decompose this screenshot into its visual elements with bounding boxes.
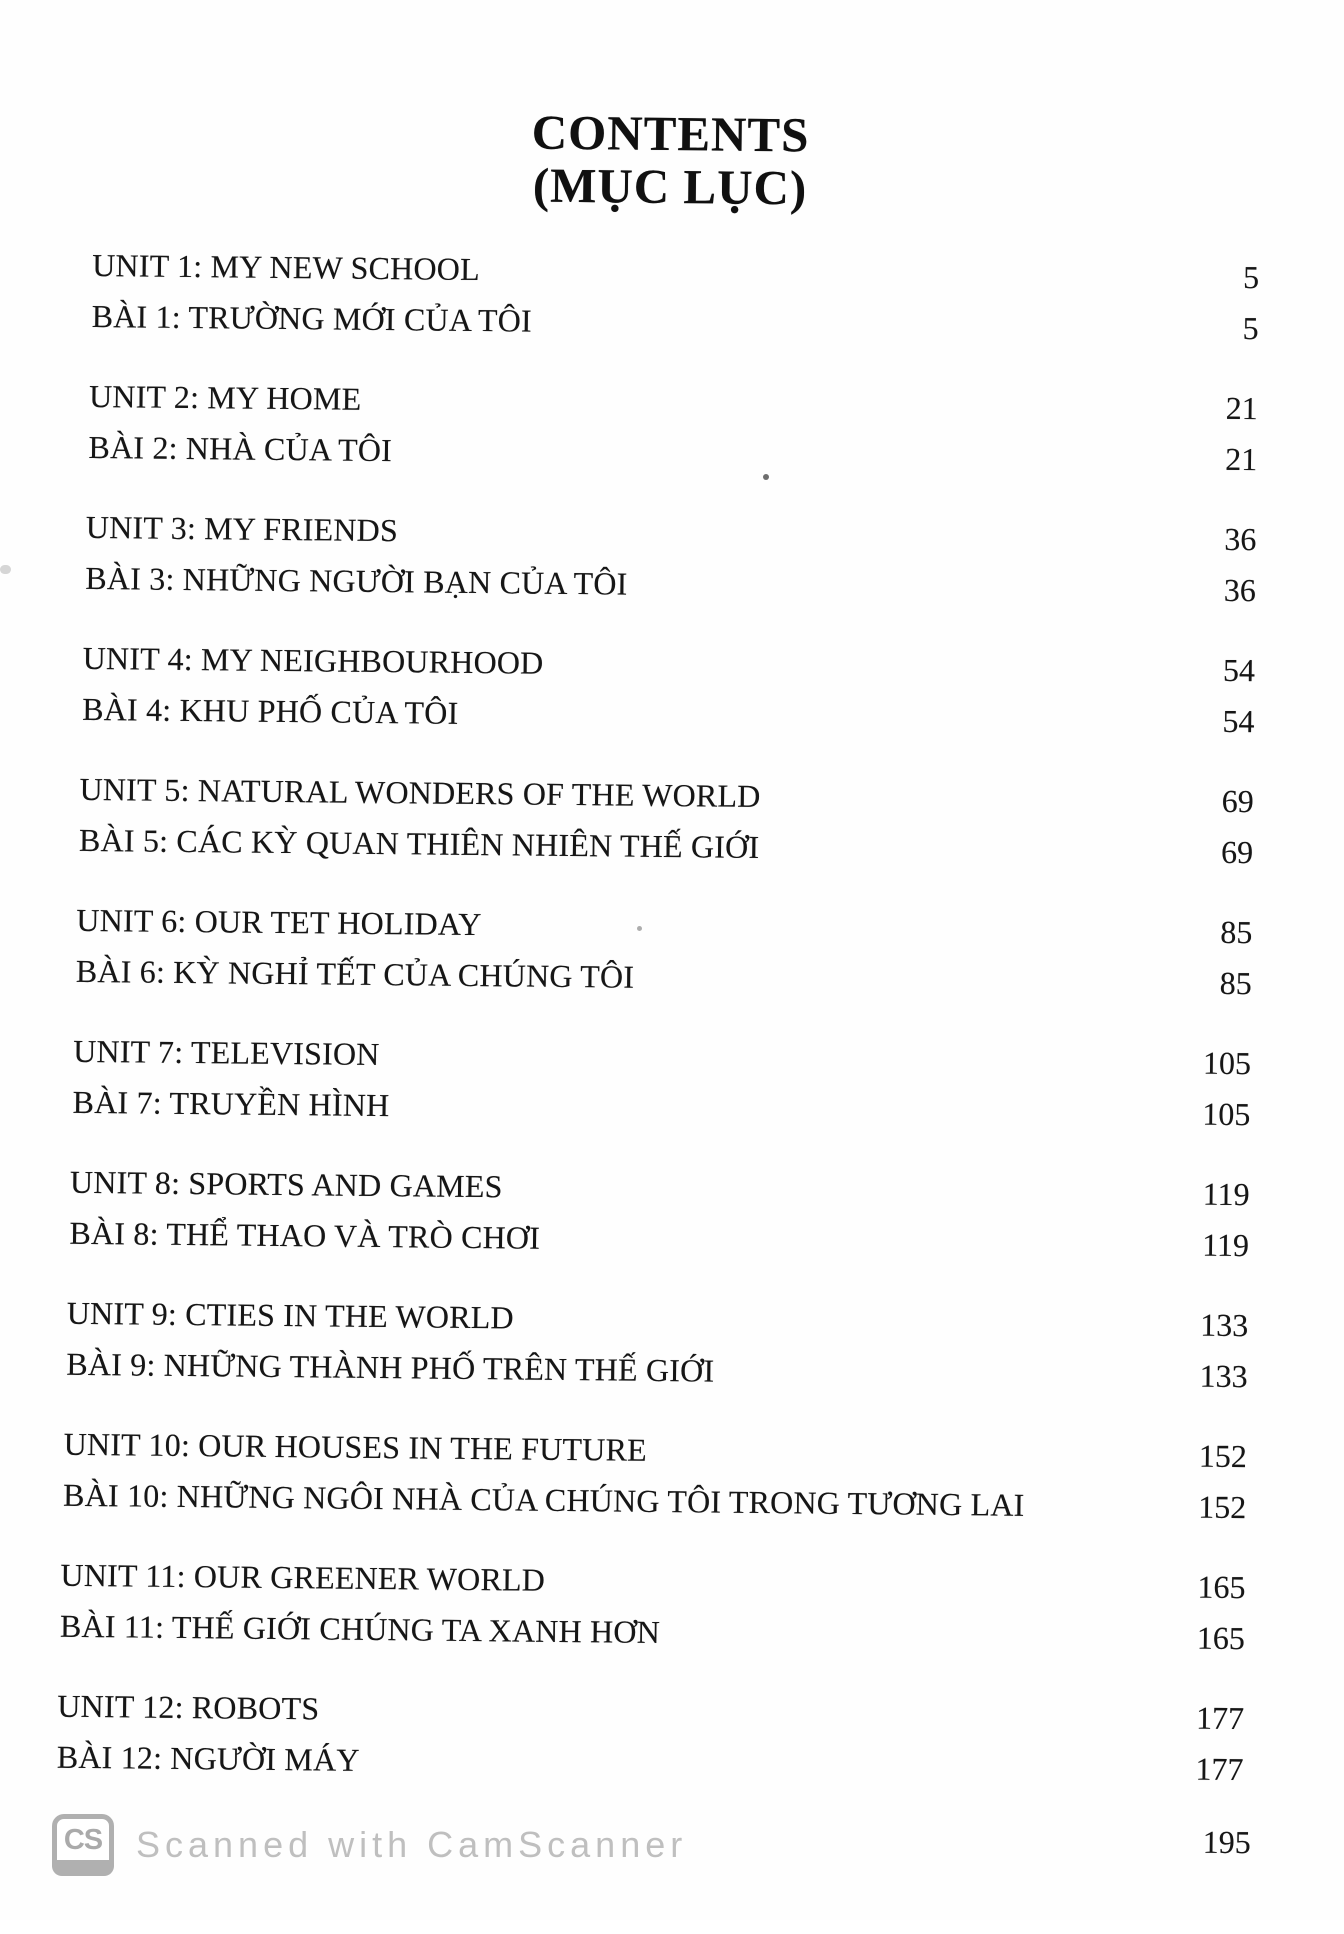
bai-page-number: 54	[1222, 702, 1255, 740]
scan-artifact-dot	[763, 474, 769, 480]
bai-title: BÀI 7: TRUYỀN HÌNH	[72, 1083, 390, 1124]
camscanner-watermark	[52, 1814, 687, 1876]
unit-title: UNIT 12: ROBOTS	[57, 1687, 320, 1727]
scan-artifact-smudge	[0, 565, 11, 574]
page-title	[0, 0, 1344, 220]
toc-entry	[69, 1157, 1250, 1271]
bai-title: BÀI 5: CÁC KỲ QUAN THIÊN NHIÊN THẾ GIỚI	[78, 821, 760, 865]
camscanner-watermark-text: Scanned with CamScanner	[136, 1824, 688, 1865]
unit-page-number: 69	[1221, 782, 1254, 820]
bai-page-number: 177	[1195, 1750, 1244, 1788]
toc-entry	[88, 371, 1258, 485]
bai-page-number: 165	[1196, 1619, 1246, 1657]
toc-entry	[63, 1419, 1247, 1533]
toc-entry	[72, 1026, 1251, 1140]
extra-page-number: 195	[1202, 1823, 1251, 1861]
bai-page-number: 36	[1223, 571, 1257, 609]
toc-bai-row	[69, 1208, 1249, 1271]
toc-entry	[66, 1288, 1248, 1402]
page-title-line1: CONTENTS	[531, 104, 810, 163]
unit-title: UNIT 2: MY HOME	[88, 377, 362, 417]
bai-title: BÀI 9: NHỮNG THÀNH PHỐ TRÊN THẾ GIỚI	[66, 1345, 715, 1389]
bai-page-number: 133	[1199, 1357, 1248, 1395]
unit-page-number: 165	[1197, 1568, 1246, 1606]
toc-bai-row	[79, 815, 1254, 878]
unit-page-number: 105	[1202, 1044, 1252, 1082]
bai-page-number: 152	[1198, 1488, 1247, 1526]
toc-bai-row	[76, 946, 1252, 1009]
bai-title: BÀI 12: NGƯỜI MÁY	[56, 1738, 360, 1778]
bai-title: BÀI 11: THẾ GIỚI CHÚNG TA XANH HƠN	[59, 1607, 661, 1651]
toc-entry	[60, 1550, 1246, 1664]
unit-title: UNIT 5: NATURAL WONDERS OF THE WORLD	[79, 770, 761, 815]
bai-page-number: 85	[1219, 964, 1252, 1002]
toc-entry	[85, 502, 1257, 616]
bai-title: BÀI 1: TRƯỜNG MỚI CỦA TÔI	[91, 297, 533, 339]
unit-title: UNIT 10: OUR HOUSES IN THE FUTURE	[63, 1425, 648, 1468]
unit-title: UNIT 9: CTIES IN THE WORLD	[66, 1294, 514, 1336]
camscanner-logo-bar	[52, 1860, 114, 1876]
scan-artifact-dot	[637, 926, 642, 931]
unit-title: UNIT 8: SPORTS AND GAMES	[69, 1163, 503, 1205]
toc-entry	[91, 240, 1259, 354]
bai-title: BÀI 10: NHỮNG NGÔI NHÀ CỦA CHÚNG TÔI TRONG TƯƠNG LAI	[62, 1476, 1025, 1523]
unit-title: UNIT 11: OUR GREENER WORLD	[60, 1556, 546, 1598]
toc-bai-row	[88, 422, 1257, 485]
unit-page-number: 85	[1220, 913, 1253, 951]
unit-page-number: 21	[1225, 389, 1258, 427]
page-title-line2: (MỤC LỤC)	[532, 157, 808, 216]
toc-list	[0, 239, 1341, 1862]
unit-page-number: 152	[1198, 1437, 1248, 1475]
bai-page-number: 5	[1242, 310, 1259, 347]
toc-entry	[57, 1681, 1245, 1795]
bai-page-number: 119	[1202, 1226, 1250, 1264]
camscanner-logo-letters: CS	[63, 1824, 103, 1856]
toc-entry	[82, 633, 1255, 747]
bai-page-number: 69	[1220, 833, 1254, 871]
unit-title: UNIT 7: TELEVISION	[73, 1032, 380, 1073]
toc-entry	[76, 895, 1253, 1009]
unit-page-number: 36	[1224, 520, 1257, 558]
unit-page-number: 133	[1200, 1306, 1249, 1344]
bai-title: BÀI 3: NHỮNG NGƯỜI BẠN CỦA TÔI	[85, 559, 628, 602]
bai-page-number: 21	[1225, 440, 1258, 478]
toc-bai-row	[72, 1077, 1250, 1140]
toc-entry	[79, 764, 1254, 878]
camscanner-logo-icon	[52, 1814, 114, 1876]
unit-title: UNIT 1: MY NEW SCHOOL	[92, 246, 481, 288]
bai-title: BÀI 8: THỂ THAO VÀ TRÒ CHƠI	[69, 1214, 541, 1256]
toc-bai-row	[85, 553, 1256, 616]
toc-bai-row	[82, 684, 1255, 747]
unit-page-number: 54	[1222, 651, 1256, 689]
unit-page-number: 5	[1242, 259, 1260, 296]
unit-title: UNIT 4: MY NEIGHBOURHOOD	[82, 639, 544, 681]
bai-title: BÀI 2: NHÀ CỦA TÔI	[88, 428, 393, 469]
bai-title: BÀI 4: KHU PHỐ CỦA TÔI	[82, 690, 459, 731]
toc-bai-row	[91, 291, 1258, 354]
bai-page-number: 105	[1202, 1095, 1251, 1133]
unit-page-number: 177	[1195, 1699, 1245, 1737]
bai-title: BÀI 6: KỲ NGHỈ TẾT CỦA CHÚNG TÔI	[75, 952, 635, 995]
unit-title: UNIT 6: OUR TET HOLIDAY	[76, 901, 482, 943]
unit-title: UNIT 3: MY FRIENDS	[85, 508, 399, 549]
unit-page-number: 119	[1202, 1175, 1250, 1213]
